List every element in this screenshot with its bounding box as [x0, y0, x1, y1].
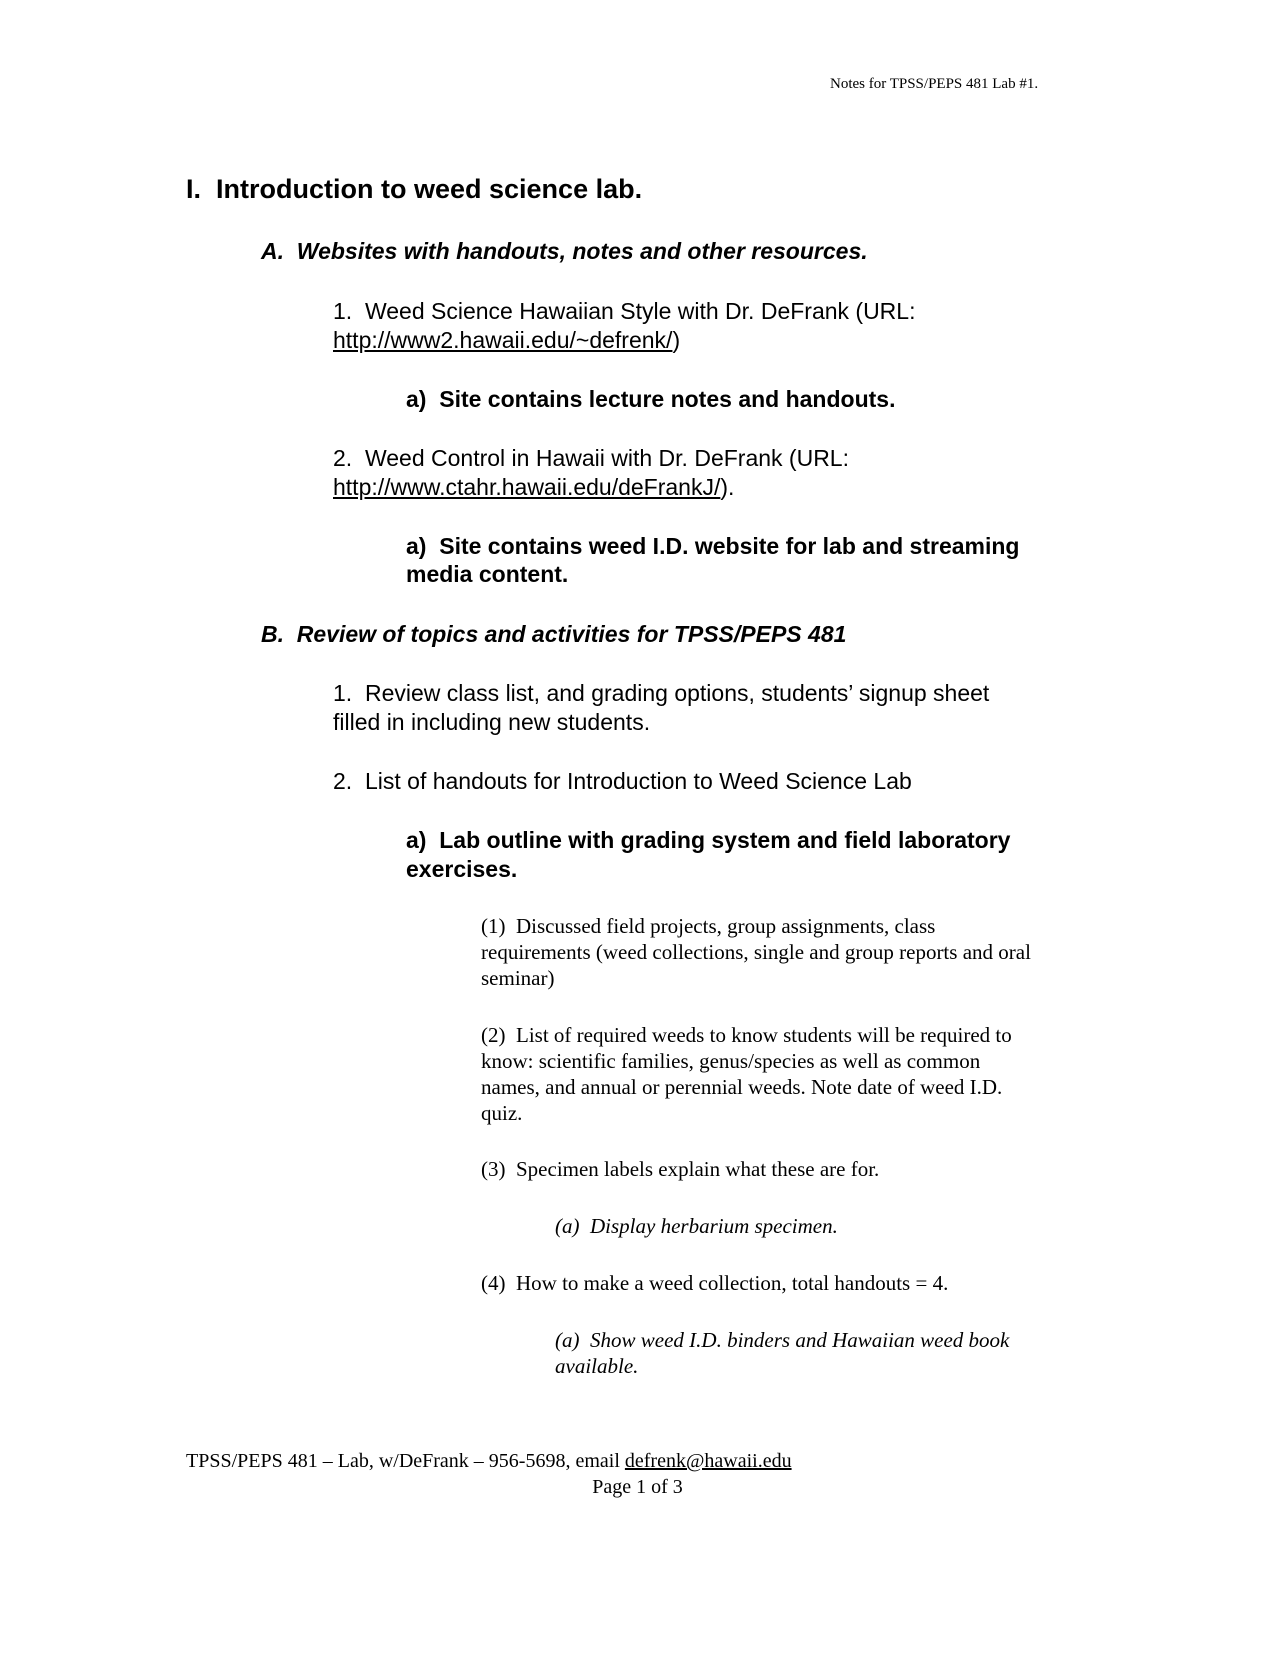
a2-url-link[interactable]: http://www.ctahr.hawaii.edu/deFrankJ/: [333, 474, 721, 500]
point-1-line3: seminar): [481, 966, 555, 990]
a1-url-link[interactable]: http://www2.hawaii.edu/~defrenk/: [333, 327, 673, 353]
footer-email-link[interactable]: defrenk@hawaii.edu: [624, 1450, 792, 1472]
point-2-label: (2): [481, 1023, 506, 1047]
section-b-heading: [261, 621, 846, 648]
point-3-label: (3): [481, 1157, 506, 1181]
a2-sub-a: [406, 533, 1019, 560]
point-3-sub-a-text: Display herbarium specimen.: [590, 1214, 838, 1238]
b2-sub-a-line2: exercises.: [406, 856, 518, 882]
point-2-line3: names, and annual or perennial weeds. Note date of weed I.D.: [481, 1075, 1003, 1099]
footer-course-text: TPSS/PEPS 481 – Lab, w/DeFrank – 956-5698, email: [186, 1450, 620, 1472]
point-2-line4: quiz.: [481, 1101, 523, 1125]
a1-text: Weed Science Hawaiian Style with Dr. DeFrank (URL:: [364, 298, 916, 324]
point-3-sub-a-label: (a): [555, 1214, 580, 1238]
a2-url-line: [333, 474, 734, 501]
b2-sub-a: [406, 827, 1010, 854]
section-1-number: I.: [186, 174, 202, 204]
a1-after-url: ): [672, 327, 681, 353]
a2-after-url: ).: [720, 474, 735, 500]
b2-sub-a-line1: Lab outline with grading system and field laboratory: [439, 827, 1011, 853]
point-2: [481, 1022, 1012, 1126]
point-1-label: (1): [481, 914, 506, 938]
point-4-sub-a-line2: available.: [555, 1354, 639, 1378]
running-header: Notes for TPSS/PEPS 481 Lab #1.: [830, 76, 1039, 92]
b2-number: 2.: [333, 768, 353, 794]
section-1-heading: [186, 174, 642, 205]
b2-text: List of handouts for Introduction to Weed Science Lab: [364, 768, 912, 794]
section-b-title: Review of topics and activities for TPSS/PEPS 481: [296, 621, 847, 647]
point-1: [481, 913, 1031, 991]
a1-number: 1.: [333, 298, 353, 324]
point-3-sub-a: [555, 1213, 838, 1239]
point-4-label: (4): [481, 1271, 506, 1295]
point-3: [481, 1156, 879, 1182]
point-3-line1: Specimen labels explain what these are for.: [516, 1157, 880, 1181]
point-1-line2: requirements (weed collections, single and group reports and oral: [481, 940, 1031, 964]
section-a-label: A.: [261, 238, 284, 264]
section-a-heading: [261, 238, 868, 265]
point-4-line1: How to make a weed collection, total handouts = 4.: [516, 1271, 949, 1295]
point-4-sub-a: [555, 1327, 1009, 1379]
a2-sub-a-line1: Site contains weed I.D. website for lab and streaming: [439, 533, 1020, 559]
point-2-line2: know: scientific families, genus/species as well as common: [481, 1049, 981, 1073]
a1-sub-a: [406, 386, 895, 413]
point-4: [481, 1270, 948, 1296]
point-2-line1: List of required weeds to know students will be required to: [516, 1023, 1012, 1047]
a2-sub-a-label: a): [406, 533, 427, 559]
a2-line: [333, 445, 849, 472]
footer-course-info: [186, 1450, 792, 1473]
b1-number: 1.: [333, 680, 353, 706]
a2-text: Weed Control in Hawaii with Dr. DeFrank (URL:: [364, 445, 849, 471]
a2-number: 2.: [333, 445, 353, 471]
b1-text-line2: filled in including new students.: [333, 709, 651, 735]
section-b-label: B.: [261, 621, 284, 647]
footer-page-number: Page 1 of 3: [592, 1476, 683, 1498]
a1-line: [333, 298, 915, 325]
a1-sub-a-label: a): [406, 386, 427, 412]
a2-sub-a-line2: media content.: [406, 561, 569, 587]
point-4-sub-a-line1: Show weed I.D. binders and Hawaiian weed book: [590, 1328, 1010, 1352]
b1-line1: [333, 680, 989, 707]
b2-sub-a-label: a): [406, 827, 427, 853]
section-a-title: Websites with handouts, notes and other resources.: [296, 238, 868, 264]
point-1-line1: Discussed field projects, group assignments, class: [516, 914, 936, 938]
a1-url-line: [333, 327, 680, 354]
point-4-sub-a-label: (a): [555, 1328, 580, 1352]
b1-text-line1: Review class list, and grading options, students’ signup sheet: [364, 680, 990, 706]
a1-sub-a-text: Site contains lecture notes and handouts.: [439, 386, 896, 412]
section-1-title: Introduction to weed science lab.: [216, 174, 643, 204]
b2-line: [333, 768, 912, 795]
